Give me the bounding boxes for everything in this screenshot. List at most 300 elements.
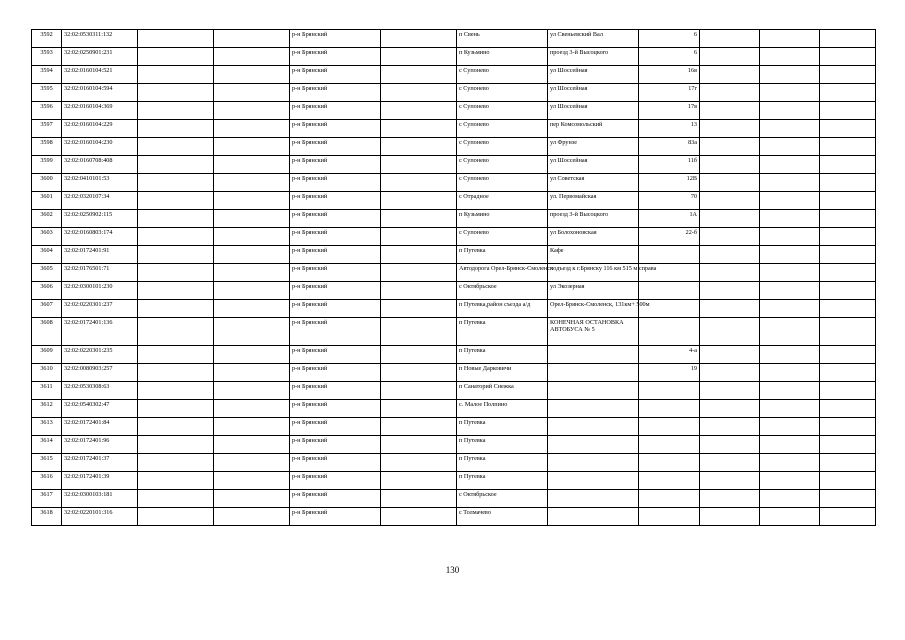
empty-cell [820,102,876,120]
row-number-cell: 3608 [32,318,62,346]
cadastral-number-cell: 32:02:0080903:257 [62,364,138,382]
empty-cell [381,346,457,364]
empty-cell [820,192,876,210]
street-cell: пер Комсомольский [548,120,639,138]
locality-cell: п Путевка [457,346,548,364]
row-number-cell: 3612 [32,400,62,418]
street-cell: ул Шоссейная [548,156,639,174]
house-number-cell: 13 [639,120,700,138]
row-number-cell: 3604 [32,246,62,264]
empty-cell [700,318,760,346]
empty-cell [381,48,457,66]
empty-cell [820,472,876,490]
empty-cell [700,174,760,192]
empty-cell [700,508,760,526]
empty-cell [138,246,214,264]
house-number-cell [639,318,700,346]
empty-cell [381,300,457,318]
empty-cell [214,30,290,48]
empty-cell [214,454,290,472]
empty-cell [700,300,760,318]
row-number-cell: 3606 [32,282,62,300]
empty-cell [138,400,214,418]
empty-cell [214,364,290,382]
house-number-cell: 17в [639,102,700,120]
empty-cell [214,346,290,364]
table-row [32,174,876,192]
table-row [32,66,876,84]
empty-cell [700,30,760,48]
locality-cell: п Путевка [457,454,548,472]
empty-cell [700,490,760,508]
empty-cell [700,382,760,400]
table-row [32,346,876,364]
table-row [32,436,876,454]
empty-cell [760,138,820,156]
locality-cell: с Супонево [457,228,548,246]
empty-cell [760,120,820,138]
row-number-cell: 3602 [32,210,62,228]
empty-cell [820,210,876,228]
empty-cell [381,210,457,228]
empty-cell [214,300,290,318]
locality-cell: п Путевка,район съезда а/д [457,300,548,318]
district-cell: р-н Брянский [290,120,381,138]
street-cell: ул Советская [548,174,639,192]
locality-cell: с Супонево [457,84,548,102]
table-row [32,318,876,346]
empty-cell [820,318,876,346]
empty-cell [760,156,820,174]
district-cell: р-н Брянский [290,66,381,84]
street-cell [548,436,639,454]
empty-cell [700,192,760,210]
cadastral-number-cell: 32:02:0410101:53 [62,174,138,192]
empty-cell [381,508,457,526]
empty-cell [381,418,457,436]
cadastral-number-cell: 32:02:0160104:521 [62,66,138,84]
district-cell: р-н Брянский [290,246,381,264]
row-number-cell: 3601 [32,192,62,210]
empty-cell [381,30,457,48]
cadastral-number-cell: 32:02:0300101:230 [62,282,138,300]
house-number-cell [639,508,700,526]
empty-cell [760,66,820,84]
empty-cell [820,454,876,472]
empty-cell [138,364,214,382]
empty-cell [820,156,876,174]
empty-cell [700,246,760,264]
house-number-cell: 12В [639,174,700,192]
district-cell: р-н Брянский [290,508,381,526]
cadastral-number-cell: 32:02:0172401:39 [62,472,138,490]
house-number-cell [639,382,700,400]
empty-cell [381,436,457,454]
cadastral-number-cell: 32:02:0250902:115 [62,210,138,228]
district-cell: р-н Брянский [290,174,381,192]
empty-cell [700,156,760,174]
empty-cell [214,120,290,138]
empty-cell [214,400,290,418]
district-cell: р-н Брянский [290,418,381,436]
row-number-cell: 3610 [32,364,62,382]
empty-cell [214,210,290,228]
street-cell: ул. Первомайская [548,192,639,210]
empty-cell [760,436,820,454]
locality-cell: с Отрадное [457,192,548,210]
district-cell: р-н Брянский [290,138,381,156]
street-cell [548,490,639,508]
empty-cell [138,156,214,174]
row-number-cell: 3605 [32,264,62,282]
empty-cell [760,490,820,508]
locality-cell: п Путевка [457,318,548,346]
empty-cell [381,156,457,174]
street-cell [548,508,639,526]
empty-cell [381,472,457,490]
empty-cell [138,66,214,84]
district-cell: р-н Брянский [290,436,381,454]
empty-cell [138,346,214,364]
empty-cell [820,246,876,264]
house-number-cell: 6 [639,30,700,48]
empty-cell [138,318,214,346]
empty-cell [820,300,876,318]
empty-cell [214,472,290,490]
row-number-cell: 3593 [32,48,62,66]
street-cell: Кафе [548,246,639,264]
cadastral-number-cell: 32:02:0172401:37 [62,454,138,472]
street-cell: ул Шоссейная [548,66,639,84]
empty-cell [700,282,760,300]
table-row [32,246,876,264]
empty-cell [214,436,290,454]
empty-cell [214,246,290,264]
house-number-cell: 19 [639,364,700,382]
empty-cell [138,228,214,246]
house-number-cell: 22-б [639,228,700,246]
row-number-cell: 3596 [32,102,62,120]
empty-cell [700,84,760,102]
empty-cell [820,48,876,66]
page-number: 130 [445,565,460,575]
empty-cell [760,364,820,382]
district-cell: р-н Брянский [290,364,381,382]
district-cell: р-н Брянский [290,228,381,246]
cadastral-number-cell: 32:02:0160104:229 [62,120,138,138]
street-cell: проезд 3-й Высоцкого [548,48,639,66]
empty-cell [760,264,820,282]
empty-cell [700,48,760,66]
empty-cell [820,138,876,156]
row-number-cell: 3617 [32,490,62,508]
locality-cell: п Санаторий Снежка [457,382,548,400]
table-row [32,228,876,246]
empty-cell [760,400,820,418]
row-number-cell: 3615 [32,454,62,472]
empty-cell [760,102,820,120]
empty-cell [214,66,290,84]
house-number-cell [639,490,700,508]
empty-cell [214,490,290,508]
house-number-cell: 1А [639,210,700,228]
table-row [32,192,876,210]
district-cell: р-н Брянский [290,490,381,508]
empty-cell [820,84,876,102]
house-number-cell [639,400,700,418]
empty-cell [138,192,214,210]
empty-cell [138,102,214,120]
cadastral-number-cell: 32:02:0220301:235 [62,346,138,364]
street-cell [548,418,639,436]
empty-cell [760,418,820,436]
locality-cell: п Кузьмино [457,48,548,66]
empty-cell [760,84,820,102]
empty-cell [760,228,820,246]
cadastral-number-cell: 32:02:0172401:136 [62,318,138,346]
locality-cell: п Путевка [457,436,548,454]
locality-cell: п Путевка [457,418,548,436]
empty-cell [820,508,876,526]
empty-cell [381,318,457,346]
empty-cell [138,282,214,300]
empty-cell [138,436,214,454]
empty-cell [760,174,820,192]
registry-body [32,30,876,526]
empty-cell [214,264,290,282]
cadastral-number-cell: 32:02:0172401:91 [62,246,138,264]
street-cell: подъезд к г.Брянску 116 км 515 м справа [548,264,639,282]
cadastral-number-cell: 32:02:0530311:132 [62,30,138,48]
district-cell: р-н Брянский [290,300,381,318]
table-row [32,102,876,120]
empty-cell [138,418,214,436]
empty-cell [820,120,876,138]
house-number-cell [639,282,700,300]
street-cell [548,364,639,382]
empty-cell [214,228,290,246]
empty-cell [214,48,290,66]
empty-cell [760,382,820,400]
empty-cell [138,48,214,66]
table-row [32,508,876,526]
house-number-cell: 83а [639,138,700,156]
empty-cell [700,436,760,454]
district-cell: р-н Брянский [290,102,381,120]
cadastral-number-cell: 32:02:0320107:34 [62,192,138,210]
cadastral-number-cell: 32:02:0176501:71 [62,264,138,282]
table-row [32,264,876,282]
empty-cell [138,382,214,400]
empty-cell [760,246,820,264]
locality-cell: с Супонево [457,156,548,174]
empty-cell [700,102,760,120]
empty-cell [760,30,820,48]
empty-cell [138,300,214,318]
district-cell: р-н Брянский [290,400,381,418]
table-row [32,472,876,490]
empty-cell [138,30,214,48]
house-number-cell [639,246,700,264]
empty-cell [700,228,760,246]
empty-cell [700,120,760,138]
empty-cell [760,192,820,210]
district-cell: р-н Брянский [290,48,381,66]
empty-cell [214,102,290,120]
table-row [32,364,876,382]
district-cell: р-н Брянский [290,346,381,364]
locality-cell: п Кузьмино [457,210,548,228]
district-cell: р-н Брянский [290,84,381,102]
empty-cell [138,472,214,490]
empty-cell [381,192,457,210]
empty-cell [381,246,457,264]
row-number-cell: 3613 [32,418,62,436]
empty-cell [381,264,457,282]
district-cell: р-н Брянский [290,282,381,300]
empty-cell [214,382,290,400]
table-row [32,120,876,138]
empty-cell [820,400,876,418]
empty-cell [381,102,457,120]
empty-cell [820,30,876,48]
street-cell [548,472,639,490]
empty-cell [381,84,457,102]
empty-cell [381,138,457,156]
district-cell: р-н Брянский [290,382,381,400]
empty-cell [700,472,760,490]
empty-cell [381,382,457,400]
empty-cell [381,364,457,382]
empty-cell [214,508,290,526]
locality-cell: с Октябрьское [457,282,548,300]
house-number-cell: 6 [639,48,700,66]
row-number-cell: 3598 [32,138,62,156]
cadastral-number-cell: 32:02:0530308:63 [62,382,138,400]
street-cell: ул Свеньевский Вал [548,30,639,48]
empty-cell [820,346,876,364]
empty-cell [700,264,760,282]
empty-cell [138,120,214,138]
cadastral-number-cell: 32:02:0172401:96 [62,436,138,454]
empty-cell [820,364,876,382]
district-cell: р-н Брянский [290,318,381,346]
empty-cell [700,210,760,228]
locality-cell: с Супонево [457,174,548,192]
street-cell [548,346,639,364]
house-number-cell: 16в [639,66,700,84]
street-cell: ул Фрунзе [548,138,639,156]
empty-cell [820,382,876,400]
table-row [32,490,876,508]
table-row [32,454,876,472]
cadastral-number-cell: 32:02:0160104:369 [62,102,138,120]
empty-cell [381,282,457,300]
street-cell: КОНЕЧНАЯ ОСТАНОВКА АВТОБУСА № 5 [548,318,639,346]
district-cell: р-н Брянский [290,156,381,174]
empty-cell [820,490,876,508]
locality-cell: с Супонево [457,138,548,156]
row-number-cell: 3600 [32,174,62,192]
street-cell: ул Шоссейная [548,84,639,102]
street-cell: ул Экозерная [548,282,639,300]
locality-cell: с Супонево [457,120,548,138]
empty-cell [760,508,820,526]
locality-cell: с Супонево [457,66,548,84]
empty-cell [381,490,457,508]
locality-cell: с Октябрьское [457,490,548,508]
empty-cell [820,228,876,246]
locality-cell: п Путевка [457,472,548,490]
district-cell: р-н Брянский [290,264,381,282]
cadastral-number-cell: 32:02:0160104:594 [62,84,138,102]
street-cell: ул Болохоновская [548,228,639,246]
empty-cell [820,418,876,436]
empty-cell [214,282,290,300]
empty-cell [381,228,457,246]
house-number-cell: 17г [639,84,700,102]
locality-cell: с Толмачево [457,508,548,526]
empty-cell [214,174,290,192]
house-number-cell: 4-а [639,346,700,364]
empty-cell [700,454,760,472]
row-number-cell: 3597 [32,120,62,138]
empty-cell [760,318,820,346]
empty-cell [760,210,820,228]
empty-cell [760,300,820,318]
row-number-cell: 3603 [32,228,62,246]
empty-cell [138,174,214,192]
locality-cell: п Свень [457,30,548,48]
table-row [32,156,876,174]
empty-cell [820,174,876,192]
row-number-cell: 3607 [32,300,62,318]
empty-cell [138,138,214,156]
locality-cell: с Супонево [457,102,548,120]
table-row [32,210,876,228]
cadastral-number-cell: 32:02:0172401:84 [62,418,138,436]
empty-cell [700,418,760,436]
row-number-cell: 3599 [32,156,62,174]
street-cell: ул Шоссейная [548,102,639,120]
empty-cell [214,138,290,156]
district-cell: р-н Брянский [290,192,381,210]
table-row [32,84,876,102]
empty-cell [381,454,457,472]
empty-cell [214,318,290,346]
row-number-cell: 3595 [32,84,62,102]
empty-cell [138,490,214,508]
empty-cell [214,418,290,436]
cadastral-number-cell: 32:02:0540302:47 [62,400,138,418]
empty-cell [760,454,820,472]
district-cell: р-н Брянский [290,454,381,472]
cadastral-number-cell: 32:02:0220101:316 [62,508,138,526]
district-cell: р-н Брянский [290,472,381,490]
row-number-cell: 3611 [32,382,62,400]
empty-cell [700,138,760,156]
cadastral-number-cell: 32:02:0250901:231 [62,48,138,66]
table-row [32,48,876,66]
empty-cell [381,174,457,192]
street-cell: Орел-Брянск-Смоленск, 131км+ 500м [548,300,639,318]
empty-cell [820,282,876,300]
empty-cell [138,84,214,102]
property-registry-table [31,29,876,526]
cadastral-number-cell: 32:02:0220301:237 [62,300,138,318]
empty-cell [760,48,820,66]
street-cell: проезд 3-й Высоцкого [548,210,639,228]
